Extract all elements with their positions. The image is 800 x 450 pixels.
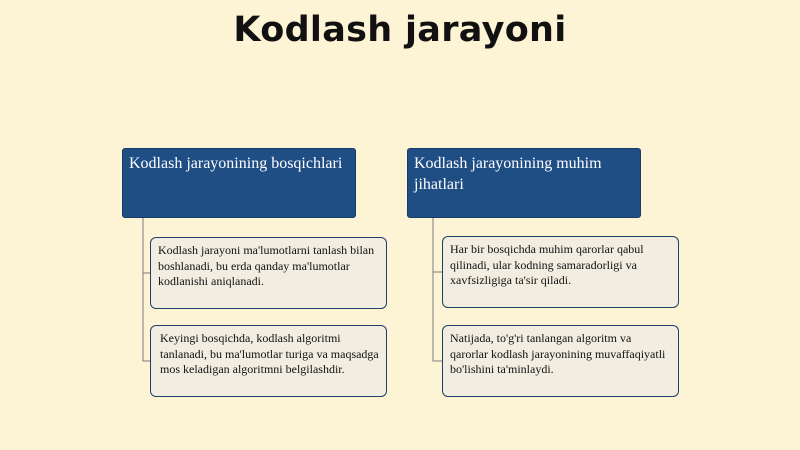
- connector-left-2: [143, 273, 150, 361]
- connector-left-1: [143, 218, 150, 273]
- card-right-1: Har bir bosqichda muhim qarorlar qabul qilinadi, ular kodning samaradorligi va xavfsizligiga ta'sir qiladi.: [442, 236, 679, 308]
- card-left-1: Kodlash jarayoni ma'lumotlarni tanlash bilan boshlanadi, bu erda qanday ma'lumotlar kodlanishi aniqlanadi.: [150, 237, 387, 309]
- header-right: Kodlash jarayonining muhim jihatlari: [407, 148, 641, 218]
- card-right-2: Natijada, to'g'ri tanlangan algoritm va qarorlar kodlash jarayonining muvaffaqiyatli bo'lishini ta'minlaydi.: [442, 325, 679, 397]
- connector-right-1: [433, 218, 442, 272]
- header-left: Kodlash jarayonining bosqichlari: [122, 148, 356, 218]
- connector-right-2: [433, 272, 442, 361]
- card-left-2: Keyingi bosqichda, kodlash algoritmi tanlanadi, bu ma'lumotlar turiga va maqsadga mos keladigan algoritmni belgilashdir.: [150, 325, 387, 397]
- slide-title: Kodlash jarayoni: [233, 10, 567, 50]
